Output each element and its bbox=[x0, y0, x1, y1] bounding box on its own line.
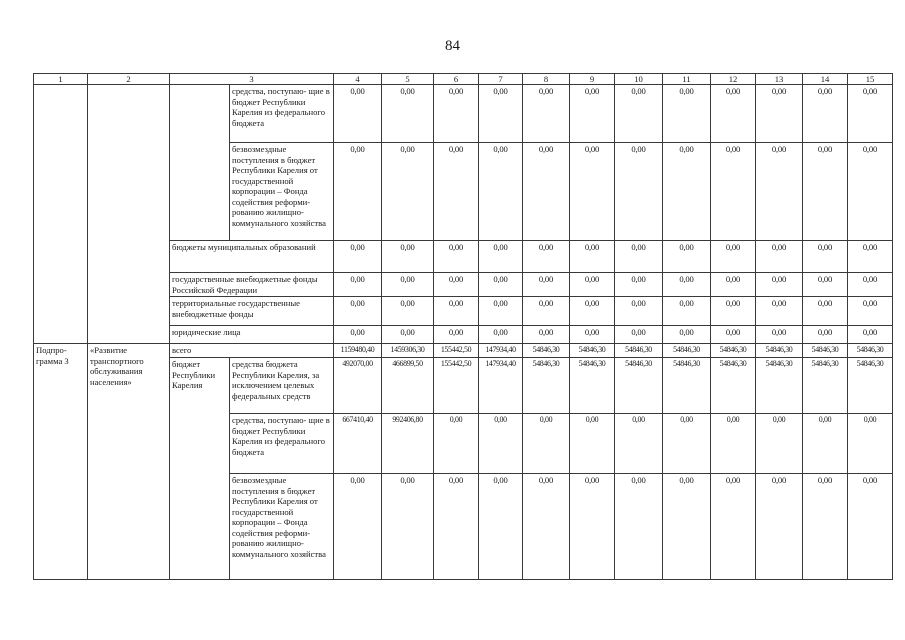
value-cell: 0,00 bbox=[848, 474, 893, 580]
value-cell: 54846,30 bbox=[523, 344, 570, 358]
value-cell: 0,00 bbox=[570, 414, 615, 474]
header-cell: 4 bbox=[334, 74, 382, 85]
value-cell: 0,00 bbox=[663, 474, 711, 580]
value-cell: 0,00 bbox=[434, 85, 479, 143]
value-cell: 0,00 bbox=[382, 474, 434, 580]
value-cell: 0,00 bbox=[848, 273, 893, 297]
value-cell: 0,00 bbox=[663, 85, 711, 143]
value-cell: 0,00 bbox=[382, 297, 434, 326]
value-cell: 0,00 bbox=[334, 241, 382, 273]
value-cell: 0,00 bbox=[803, 474, 848, 580]
value-cell: 0,00 bbox=[663, 414, 711, 474]
value-cell: 0,00 bbox=[334, 326, 382, 344]
value-cell: 0,00 bbox=[663, 273, 711, 297]
header-cell: 14 bbox=[803, 74, 848, 85]
header-cell: 2 bbox=[88, 74, 170, 85]
subprogram-name: «Развитие транспортного обслуживания населения» bbox=[88, 344, 170, 580]
table-row bbox=[34, 344, 893, 358]
value-cell: 0,00 bbox=[334, 273, 382, 297]
value-cell: 0,00 bbox=[479, 297, 523, 326]
value-cell: 0,00 bbox=[848, 297, 893, 326]
value-cell: 0,00 bbox=[479, 273, 523, 297]
value-cell: 0,00 bbox=[756, 474, 803, 580]
header-cell: 13 bbox=[756, 74, 803, 85]
value-cell: 0,00 bbox=[615, 297, 663, 326]
header-cell: 10 bbox=[615, 74, 663, 85]
value-cell: 0,00 bbox=[382, 326, 434, 344]
row-label: территориальные государственные внебюджетные фонды bbox=[170, 297, 334, 326]
value-cell: 0,00 bbox=[756, 143, 803, 241]
row-label: безвозмездные поступления в бюджет Республики Карелия от государственной корпорации – Фонда содействия реформи- рованию жилищно- коммунального хозяйства bbox=[230, 143, 334, 241]
value-cell: 0,00 bbox=[615, 474, 663, 580]
value-cell: 0,00 bbox=[523, 241, 570, 273]
value-cell: 54846,30 bbox=[711, 358, 756, 414]
value-cell: 0,00 bbox=[382, 273, 434, 297]
value-cell: 0,00 bbox=[756, 85, 803, 143]
value-cell: 0,00 bbox=[663, 297, 711, 326]
value-cell: 0,00 bbox=[756, 297, 803, 326]
value-cell: 0,00 bbox=[382, 143, 434, 241]
value-cell: 0,00 bbox=[523, 85, 570, 143]
value-cell: 0,00 bbox=[848, 326, 893, 344]
row-label: средства бюджета Республики Карелия, за исключением целевых федеральных средств bbox=[230, 358, 334, 414]
header-cell: 1 bbox=[34, 74, 88, 85]
row-label: средства, поступаю- щие в бюджет Республики Карелия из федерального бюджета bbox=[230, 85, 334, 143]
value-cell: 0,00 bbox=[756, 326, 803, 344]
value-cell: 147934,40 bbox=[479, 344, 523, 358]
value-cell: 0,00 bbox=[615, 85, 663, 143]
value-cell: 155442,50 bbox=[434, 358, 479, 414]
value-cell: 992406,80 bbox=[382, 414, 434, 474]
value-cell: 0,00 bbox=[570, 241, 615, 273]
value-cell: 0,00 bbox=[479, 474, 523, 580]
value-cell: 0,00 bbox=[382, 241, 434, 273]
value-cell: 0,00 bbox=[570, 273, 615, 297]
value-cell: 54846,30 bbox=[756, 358, 803, 414]
value-cell: 0,00 bbox=[434, 143, 479, 241]
value-cell: 0,00 bbox=[756, 241, 803, 273]
value-cell: 0,00 bbox=[711, 143, 756, 241]
value-cell: 0,00 bbox=[663, 143, 711, 241]
col2-blank bbox=[88, 85, 170, 344]
value-cell: 54846,30 bbox=[615, 344, 663, 358]
row-label: бюджеты муниципальных образований bbox=[170, 241, 334, 273]
value-cell: 0,00 bbox=[479, 143, 523, 241]
value-cell: 54846,30 bbox=[711, 344, 756, 358]
value-cell: 54846,30 bbox=[663, 358, 711, 414]
value-cell: 0,00 bbox=[711, 273, 756, 297]
header-cell: 5 bbox=[382, 74, 434, 85]
value-cell: 0,00 bbox=[756, 414, 803, 474]
value-cell: 0,00 bbox=[523, 326, 570, 344]
value-cell: 0,00 bbox=[434, 297, 479, 326]
row-label: всего bbox=[170, 344, 334, 358]
col1-blank bbox=[34, 85, 88, 344]
value-cell: 54846,30 bbox=[570, 358, 615, 414]
value-cell: 0,00 bbox=[434, 273, 479, 297]
value-cell: 147934,40 bbox=[479, 358, 523, 414]
header-cell: 15 bbox=[848, 74, 893, 85]
value-cell: 0,00 bbox=[334, 85, 382, 143]
value-cell: 0,00 bbox=[334, 297, 382, 326]
header-cell: 6 bbox=[434, 74, 479, 85]
value-cell: 0,00 bbox=[803, 326, 848, 344]
row-label: юридические лица bbox=[170, 326, 334, 344]
value-cell: 0,00 bbox=[711, 414, 756, 474]
value-cell: 0,00 bbox=[570, 85, 615, 143]
value-cell: 54846,30 bbox=[615, 358, 663, 414]
value-cell: 54846,30 bbox=[756, 344, 803, 358]
value-cell: 0,00 bbox=[615, 143, 663, 241]
value-cell: 0,00 bbox=[479, 414, 523, 474]
value-cell: 0,00 bbox=[479, 326, 523, 344]
value-cell: 492070,00 bbox=[334, 358, 382, 414]
value-cell: 0,00 bbox=[479, 85, 523, 143]
value-cell: 667410,40 bbox=[334, 414, 382, 474]
header-cell: 9 bbox=[570, 74, 615, 85]
value-cell: 0,00 bbox=[523, 297, 570, 326]
value-cell: 54846,30 bbox=[663, 344, 711, 358]
header-cell: 12 bbox=[711, 74, 756, 85]
value-cell: 0,00 bbox=[803, 297, 848, 326]
value-cell: 1159480,40 bbox=[334, 344, 382, 358]
rk-budget-label: бюджет Республики Карелия bbox=[170, 358, 230, 580]
row-label: средства, поступаю- щие в бюджет Республики Карелия из федерального бюджета bbox=[230, 414, 334, 474]
header-cell: 3 bbox=[170, 74, 334, 85]
value-cell: 0,00 bbox=[434, 414, 479, 474]
value-cell: 0,00 bbox=[711, 85, 756, 143]
value-cell: 0,00 bbox=[711, 326, 756, 344]
value-cell: 0,00 bbox=[523, 414, 570, 474]
page-number: 84 bbox=[445, 38, 460, 54]
value-cell: 0,00 bbox=[848, 143, 893, 241]
table-row bbox=[34, 85, 893, 143]
value-cell: 54846,30 bbox=[848, 344, 893, 358]
row-label: государственные внебюджетные фонды Российской Федерации bbox=[170, 273, 334, 297]
col3a-blank bbox=[170, 85, 230, 241]
header-cell: 7 bbox=[479, 74, 523, 85]
header-row bbox=[34, 74, 893, 85]
value-cell: 0,00 bbox=[334, 474, 382, 580]
value-cell: 54846,30 bbox=[803, 358, 848, 414]
value-cell: 0,00 bbox=[434, 326, 479, 344]
value-cell: 0,00 bbox=[803, 143, 848, 241]
value-cell: 0,00 bbox=[756, 273, 803, 297]
value-cell: 54846,30 bbox=[523, 358, 570, 414]
value-cell: 0,00 bbox=[615, 273, 663, 297]
value-cell: 466899,50 bbox=[382, 358, 434, 414]
value-cell: 0,00 bbox=[848, 414, 893, 474]
value-cell: 0,00 bbox=[803, 273, 848, 297]
value-cell: 1459306,30 bbox=[382, 344, 434, 358]
value-cell: 54846,30 bbox=[570, 344, 615, 358]
value-cell: 0,00 bbox=[570, 326, 615, 344]
value-cell: 0,00 bbox=[570, 143, 615, 241]
value-cell: 0,00 bbox=[523, 474, 570, 580]
header-cell: 11 bbox=[663, 74, 711, 85]
value-cell: 0,00 bbox=[479, 241, 523, 273]
value-cell: 54846,30 bbox=[803, 344, 848, 358]
value-cell: 0,00 bbox=[663, 241, 711, 273]
value-cell: 0,00 bbox=[523, 273, 570, 297]
value-cell: 0,00 bbox=[615, 326, 663, 344]
value-cell: 0,00 bbox=[848, 241, 893, 273]
value-cell: 0,00 bbox=[334, 143, 382, 241]
value-cell: 0,00 bbox=[663, 326, 711, 344]
value-cell: 0,00 bbox=[711, 474, 756, 580]
subprogram-number: Подпро- грамма 3 bbox=[34, 344, 88, 580]
value-cell: 0,00 bbox=[523, 143, 570, 241]
value-cell: 0,00 bbox=[615, 241, 663, 273]
value-cell: 0,00 bbox=[803, 241, 848, 273]
value-cell: 0,00 bbox=[711, 241, 756, 273]
value-cell: 0,00 bbox=[434, 474, 479, 580]
value-cell: 0,00 bbox=[615, 414, 663, 474]
value-cell: 0,00 bbox=[434, 241, 479, 273]
value-cell: 54846,30 bbox=[848, 358, 893, 414]
value-cell: 0,00 bbox=[803, 414, 848, 474]
value-cell: 0,00 bbox=[803, 85, 848, 143]
value-cell: 0,00 bbox=[848, 85, 893, 143]
value-cell: 0,00 bbox=[711, 297, 756, 326]
value-cell: 0,00 bbox=[570, 297, 615, 326]
value-cell: 0,00 bbox=[570, 474, 615, 580]
header-cell: 8 bbox=[523, 74, 570, 85]
value-cell: 155442,50 bbox=[434, 344, 479, 358]
row-label: безвозмездные поступления в бюджет Республики Карелия от государственной корпорации – Фонда содействия реформи- рованию жилищно- коммунального хозяйства bbox=[230, 474, 334, 580]
value-cell: 0,00 bbox=[382, 85, 434, 143]
budget-table bbox=[33, 73, 893, 580]
